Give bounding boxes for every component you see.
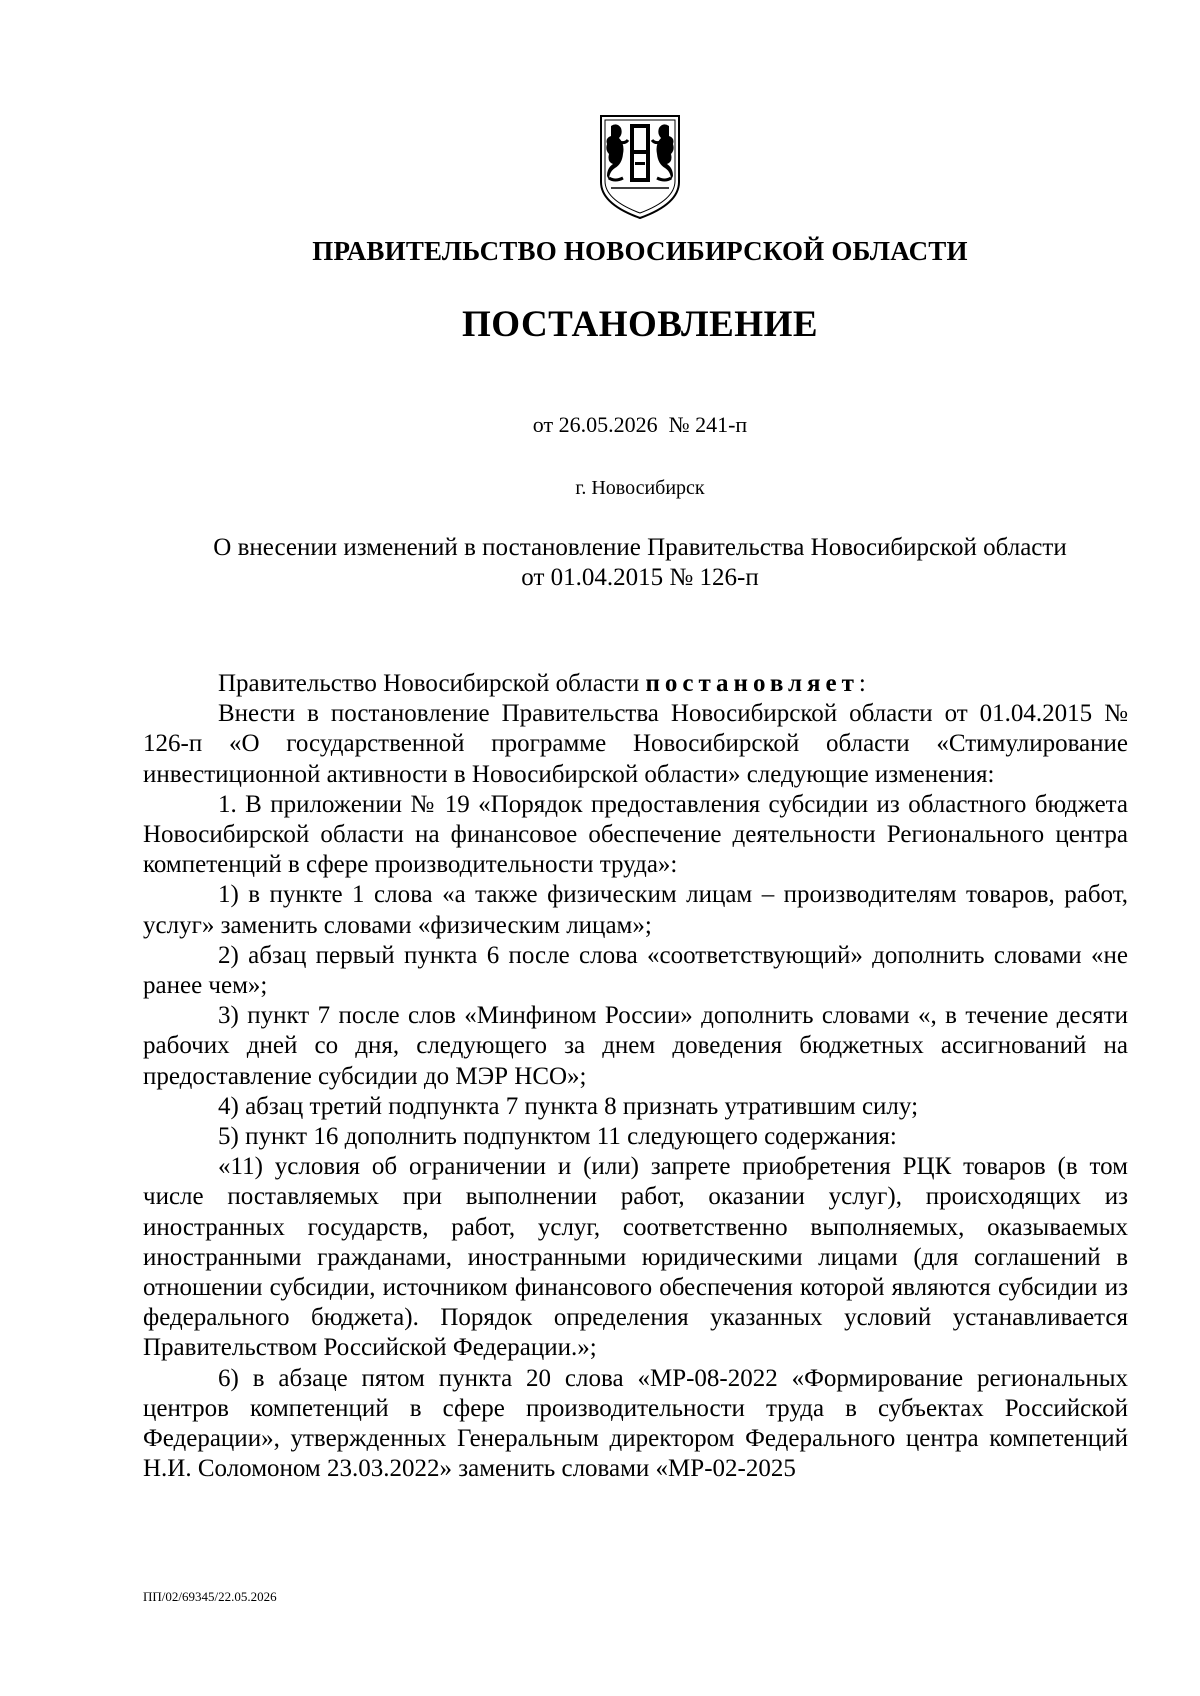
enacting-verb: постановляет — [645, 670, 859, 697]
enacting-clause-suffix: : — [858, 670, 866, 697]
body-paragraph: 4) абзац третий подпункта 7 пункта 8 признать утратившим силу; — [218, 1092, 919, 1120]
body-paragraph: 3) пункт 7 после слов «Минфином России» дополнить словами «, в течение десяти рабочих дней со дня, следующего за днем доведения бюджетных ассигнований на предоставление субсидии до МЭР НСО»; — [143, 1002, 1128, 1090]
document-body — [143, 669, 1128, 1484]
enacting-clause-prefix: Правительство Новосибирской области — [218, 670, 646, 697]
body-paragraph: Внести в постановление Правительства Новосибирской области от 01.04.2015 № 126-п «О государственной программе Новосибирской области «Стимулирование инвестиционной активности в Новосибирской области» следующие изменения: — [143, 700, 1128, 788]
body-paragraph: 2) абзац первый пункта 6 после слова «соответствующий» дополнить словами «не ранее чем»; — [143, 941, 1128, 1000]
organization-title: ПРАВИТЕЛЬСТВО НОВОСИБИРСКОЙ ОБЛАСТИ — [312, 236, 968, 266]
body-paragraph: 1. В приложении № 19 «Порядок предоставления субсидии из областного бюджета Новосибирской области на финансовое обеспечение деятельности Регионального центра компетенций в сфере производительности труда»: — [143, 790, 1128, 879]
body-paragraph: 6) в абзаце пятом пункта 20 слова «МР-08-2022 «Формирование региональных центров компетенций в сфере производительности труда в субъектах Российской Федерации», утвержденных Генеральным директором Федерального центра компетенций Н.И. Соломоном 23.03.2022» заменить словами «МР-02-2025 — [143, 1364, 1128, 1483]
body-paragraph: 5) пункт 16 дополнить подпунктом 11 следующего содержания: — [218, 1123, 897, 1151]
body-paragraph: 1) в пункте 1 слова «а также физическим лицам – производителям товаров, работ, услуг» заменить словами «физическим лицам»; — [143, 881, 1128, 939]
document-city: г. Новосибирск — [575, 477, 705, 499]
document-type: ПОСТАНОВЛЕНИЕ — [461, 304, 819, 345]
document-date-number: от 26.05.2026 № 241-п — [532, 412, 748, 437]
document-subject — [150, 533, 1130, 593]
body-paragraph: «11) условия об ограничении и (или) запрете приобретения РЦК товаров (в том числе поставляемых при выполнении работ, оказании услуг), происходящих из иностранных государств, работ, услуг, соответственно выполняемых, оказываемых иностранными гражданами, иностранными юридическими лицами (для соглашений в отношении субсидии, источником финансового обеспечения которой являются субсидии из федерального бюджета). Порядок определения указанных условий устанавливается Правительством Российской Федерации.»; — [143, 1153, 1128, 1362]
footer-document-code: ПП/02/69345/22.05.2026 — [143, 1589, 277, 1604]
subject-line: от 01.04.2015 № 126-п — [521, 564, 759, 591]
subject-line: О внесении изменений в постановление Правительства Новосибирской области — [213, 534, 1067, 561]
novosibirsk-coat-of-arms-icon — [597, 112, 683, 222]
enacting-clause — [143, 669, 1128, 699]
